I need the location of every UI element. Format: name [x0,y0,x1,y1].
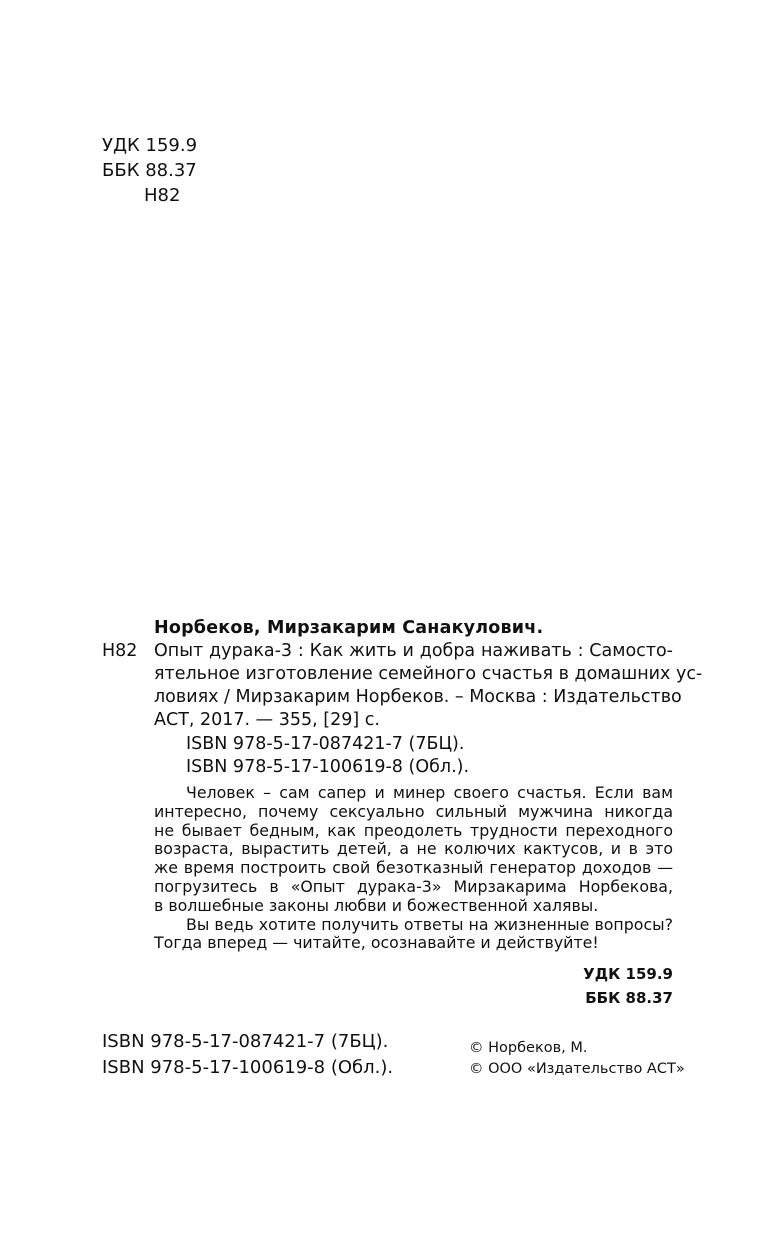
udk-code: УДК 159.9 [102,135,198,156]
annotation-line: в волшебные законы любви и божественной халявы. [154,895,599,915]
annotation-line: Человек – сам сапер и минер своего счастья. Если вам [186,783,673,802]
isbn-line: ISBN 978-5-17-087421-7 (7БЦ). [102,1031,389,1052]
annotation-line: возраста, вырастить детей, а не колючих кактусов, и в это [154,839,673,859]
bibliographic-description [154,640,703,732]
annotation-line: интересно, почему сексуально сильный мужчина никогда [154,801,673,821]
annotation-line: не бывает бедным, как преодолеть трудности переходного [154,820,673,840]
card-author-mark: Н82 [102,641,138,661]
card-isbn-list [186,733,469,779]
author-mark: Н82 [144,185,181,206]
copyright-line: © ООО «Издательство АСТ» [469,1061,685,1077]
isbn-line: ISBN 978-5-17-100619-8 (Обл.). [102,1057,394,1078]
isbn-line: ISBN 978-5-17-100619-8 (Обл.). [186,757,470,777]
annotation-line: Вы ведь хотите получить ответы на жизненные вопросы? [186,914,673,934]
description-line: ятельное изготовление семейного счастья в домашних ус- [154,664,703,684]
description-line: ловиях / Мирзакарим Норбеков. – Москва : Издательство [154,687,682,707]
annotation-line: погрузитесь в «Опыт дурака-3» Мирзакарима Норбекова, [154,876,673,896]
bottom-isbn-list [102,1029,393,1081]
copyright-line: © Норбеков, М. [469,1040,588,1056]
description-line: АСТ, 2017. — 355, [29] с. [154,710,380,730]
annotation [154,784,673,953]
copyright-notice [469,1038,685,1080]
card-udk-code: УДК 159.9 [583,965,673,983]
bbk-code: ББК 88.37 [102,160,197,181]
annotation-line: же время построить свой безотказный генератор доходов — [154,858,673,878]
description-line: Опыт дурака-3 : Как жить и добра наживать : Самосто- [154,641,673,661]
card-bbk-code: ББК 88.37 [585,989,673,1007]
card-classification-codes [583,962,673,1010]
annotation-line: Тогда вперед — читайте, осознавайте и действуйте! [154,933,599,953]
top-classification-codes [102,133,197,208]
author-heading: Норбеков, Мирзакарим Санакулович. [154,618,544,638]
isbn-line: ISBN 978-5-17-087421-7 (7БЦ). [186,734,465,754]
